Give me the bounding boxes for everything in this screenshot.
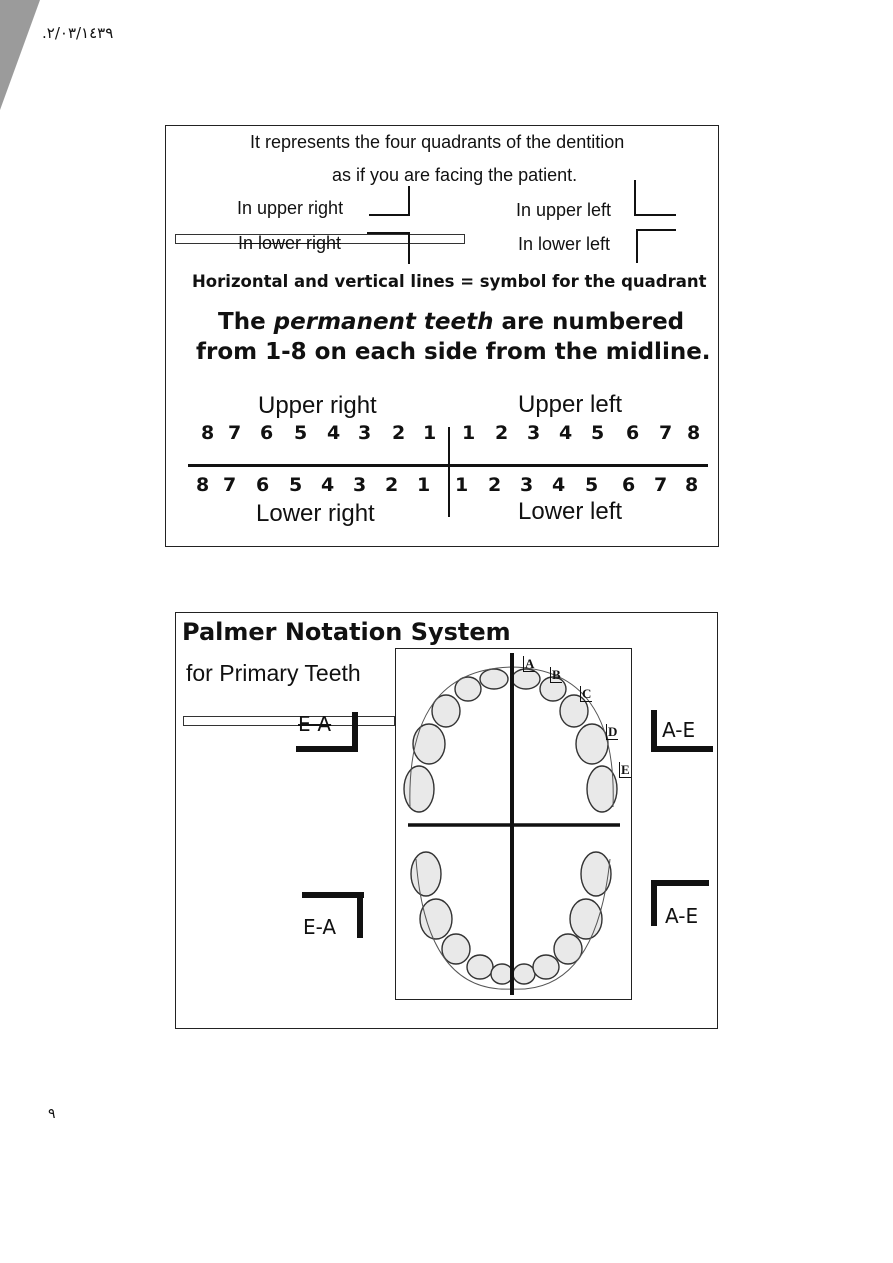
- palmer-upper-right-symbol: E-A: [298, 712, 332, 736]
- tooth-number: 6: [260, 422, 274, 444]
- intro-line-1: It represents the four quadrants of the dentition: [250, 132, 625, 152]
- chart-upper-right-label: Upper right: [258, 392, 377, 419]
- midline-divider: [448, 427, 450, 517]
- tooth-number: 3: [520, 474, 534, 496]
- intro-line-2: as if you are facing the patient.: [332, 165, 578, 185]
- tooth-number: 5: [294, 422, 308, 444]
- tooth-number: 7: [654, 474, 668, 496]
- tooth-number: 2: [495, 422, 509, 444]
- upper-right-bottom-bar: [296, 746, 358, 752]
- tooth-arch-svg: [396, 649, 631, 999]
- dental-arch-illustration: [395, 648, 632, 1000]
- tooth-number: 1: [455, 474, 469, 496]
- tooth-number: 8: [196, 474, 210, 496]
- lower-left-top-bar: [651, 880, 709, 886]
- tooth-number: 1: [417, 474, 431, 496]
- lower-right-label: In lower right: [238, 233, 342, 253]
- tooth-number: 7: [228, 422, 242, 444]
- chart-lower-right-label: Lower right: [256, 500, 375, 527]
- tooth-number: 4: [552, 474, 566, 496]
- chart-lower-left-label: Lower left: [518, 498, 623, 525]
- palmer-title: Palmer Notation System: [182, 618, 511, 646]
- tooth-number: 4: [321, 474, 335, 496]
- tooth-number: 5: [289, 474, 303, 496]
- upper-left-bottom-bar: [651, 746, 713, 752]
- tooth-number: 5: [591, 422, 605, 444]
- tooth-number: 3: [358, 422, 372, 444]
- palmer-lower-right-symbol: E-A: [303, 915, 337, 939]
- scan-corner-shadow: [0, 0, 40, 110]
- headline-line-2: from 1-8 on each side from the midline.: [196, 339, 711, 365]
- palmer-lower-left-symbol: A-E: [665, 904, 699, 928]
- tooth-number: 6: [256, 474, 270, 496]
- handwritten-date: .٢/٠٣/١٤٣٩: [42, 24, 114, 42]
- page-number: ٩: [48, 1106, 56, 1122]
- palmer-subtitle: for Primary Teeth: [186, 660, 361, 686]
- symbol-note: Horizontal and vertical lines = symbol for the quadrant: [192, 272, 707, 291]
- tooth-number: 5: [585, 474, 599, 496]
- tooth-number: 3: [527, 422, 541, 444]
- chart-upper-left-label: Upper left: [518, 391, 623, 418]
- tooth-number: 7: [659, 422, 673, 444]
- headline-line-1: The permanent teeth are numbered: [218, 309, 685, 335]
- tooth-number: 6: [626, 422, 640, 444]
- tooth-label-e: E: [621, 762, 630, 777]
- tooth-number: 7: [223, 474, 237, 496]
- palmer-upper-left-symbol: A-E: [662, 718, 696, 742]
- lower-right-top-bar: [302, 892, 364, 898]
- tooth-number: 8: [685, 474, 699, 496]
- tooth-label-b: B: [552, 667, 561, 682]
- tooth-label-d: D: [608, 724, 618, 739]
- lower-right-side-bar: [357, 892, 363, 938]
- tooth-number: 3: [353, 474, 367, 496]
- tooth-label-c: C: [582, 686, 592, 701]
- tooth-number: 8: [687, 422, 701, 444]
- tooth-number: 6: [622, 474, 636, 496]
- tooth-number: 2: [488, 474, 502, 496]
- lower-left-label: In lower left: [518, 234, 611, 254]
- upper-left-label: In upper left: [516, 200, 612, 220]
- tooth-number: 1: [423, 422, 437, 444]
- tooth-number: 8: [201, 422, 215, 444]
- upper-right-label: In upper right: [237, 198, 344, 218]
- tooth-number: 4: [559, 422, 573, 444]
- tooth-number: 2: [392, 422, 406, 444]
- lower-left-side-bar: [651, 880, 657, 926]
- tooth-number: 4: [327, 422, 341, 444]
- upper-right-side-bar: [352, 712, 358, 752]
- tooth-number: 1: [462, 422, 476, 444]
- upper-right-strike-bar: [183, 716, 395, 726]
- tooth-label-a: A: [525, 656, 535, 671]
- tooth-number: 2: [385, 474, 399, 496]
